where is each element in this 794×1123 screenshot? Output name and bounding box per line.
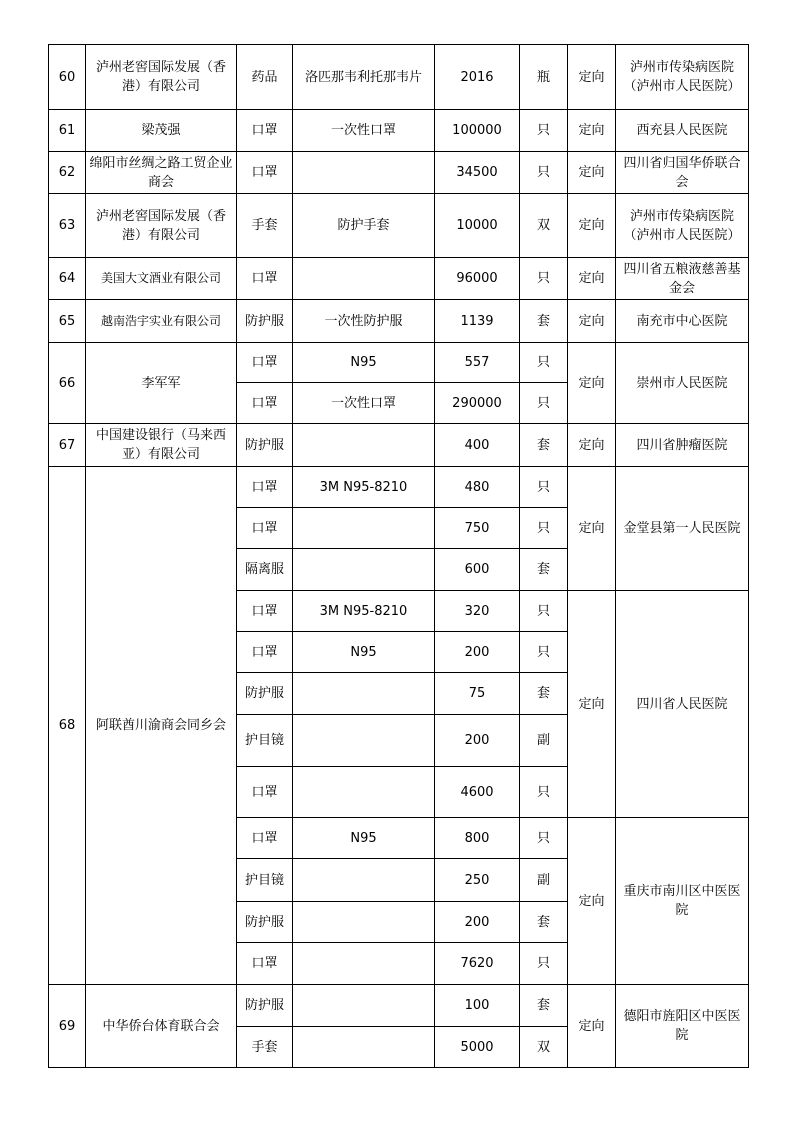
unit: 套 (520, 549, 568, 591)
quantity: 557 (435, 343, 520, 383)
donation-type: 定向 (568, 258, 616, 300)
donation-type: 定向 (568, 424, 616, 467)
item-spec (293, 258, 435, 300)
recipient: 重庆市南川区中医医院 (616, 818, 749, 985)
recipient: 西充县人民医院 (616, 110, 749, 152)
item-name: 防护服 (237, 673, 293, 715)
quantity: 400 (435, 424, 520, 467)
row-number: 63 (49, 194, 86, 258)
item-name: 隔离服 (237, 549, 293, 591)
row-number: 66 (49, 343, 86, 424)
quantity: 200 (435, 632, 520, 673)
recipient: 泸州市传染病医院（泸州市人民医院） (616, 45, 749, 110)
donation-table (48, 44, 749, 1068)
item-spec (293, 549, 435, 591)
item-name: 口罩 (237, 632, 293, 673)
donor-name: 阿联酋川渝商会同乡会 (86, 467, 237, 985)
table-row (49, 300, 749, 343)
donor-name: 美国大文酒业有限公司 (86, 258, 237, 300)
recipient: 南充市中心医院 (616, 300, 749, 343)
item-name: 手套 (237, 194, 293, 258)
item-spec (293, 152, 435, 194)
table-row (49, 343, 749, 383)
unit: 只 (520, 767, 568, 818)
unit: 只 (520, 818, 568, 859)
unit: 只 (520, 110, 568, 152)
recipient: 崇州市人民医院 (616, 343, 749, 424)
table-row (49, 258, 749, 300)
quantity: 290000 (435, 383, 520, 424)
donor-name: 中国建设银行（马来西亚）有限公司 (86, 424, 237, 467)
item-name: 口罩 (237, 343, 293, 383)
donor-name: 泸州老窖国际发展（香港）有限公司 (86, 194, 237, 258)
table-row (49, 194, 749, 258)
recipient: 泸州市传染病医院（泸州市人民医院） (616, 194, 749, 258)
unit: 双 (520, 1027, 568, 1068)
unit: 只 (520, 383, 568, 424)
item-name: 口罩 (237, 467, 293, 508)
item-name: 护目镜 (237, 859, 293, 902)
recipient: 金堂县第一人民医院 (616, 467, 749, 591)
quantity: 320 (435, 591, 520, 632)
item-spec (293, 424, 435, 467)
recipient: 德阳市旌阳区中医医院 (616, 985, 749, 1068)
table-row (49, 45, 749, 110)
item-spec (293, 673, 435, 715)
item-spec: 洛匹那韦利托那韦片 (293, 45, 435, 110)
table-row (49, 152, 749, 194)
donation-type: 定向 (568, 591, 616, 818)
item-spec: 一次性防护服 (293, 300, 435, 343)
item-name: 口罩 (237, 383, 293, 424)
row-number: 69 (49, 985, 86, 1068)
item-spec (293, 1027, 435, 1068)
quantity: 2016 (435, 45, 520, 110)
item-spec (293, 767, 435, 818)
table-row (49, 467, 749, 508)
quantity: 4600 (435, 767, 520, 818)
table-row (49, 985, 749, 1027)
row-number: 67 (49, 424, 86, 467)
unit: 瓶 (520, 45, 568, 110)
unit: 只 (520, 467, 568, 508)
quantity: 96000 (435, 258, 520, 300)
item-spec: 防护手套 (293, 194, 435, 258)
row-number: 62 (49, 152, 86, 194)
quantity: 34500 (435, 152, 520, 194)
donor-name: 李军军 (86, 343, 237, 424)
quantity: 200 (435, 902, 520, 943)
item-spec (293, 985, 435, 1027)
quantity: 100000 (435, 110, 520, 152)
item-name: 口罩 (237, 152, 293, 194)
unit: 副 (520, 859, 568, 902)
donor-name: 中华侨台体育联合会 (86, 985, 237, 1068)
donation-type: 定向 (568, 985, 616, 1068)
donation-type: 定向 (568, 818, 616, 985)
item-spec: 一次性口罩 (293, 110, 435, 152)
unit: 只 (520, 943, 568, 985)
item-name: 护目镜 (237, 715, 293, 767)
item-name: 药品 (237, 45, 293, 110)
table-row (49, 110, 749, 152)
unit: 只 (520, 632, 568, 673)
item-name: 口罩 (237, 943, 293, 985)
quantity: 750 (435, 508, 520, 549)
donor-name: 越南浩宇实业有限公司 (86, 300, 237, 343)
quantity: 480 (435, 467, 520, 508)
donor-name: 梁茂强 (86, 110, 237, 152)
item-spec: 3M N95-8210 (293, 591, 435, 632)
row-number: 61 (49, 110, 86, 152)
item-name: 口罩 (237, 508, 293, 549)
donation-type: 定向 (568, 110, 616, 152)
recipient: 四川省五粮液慈善基金会 (616, 258, 749, 300)
quantity: 100 (435, 985, 520, 1027)
item-spec (293, 902, 435, 943)
donor-name: 绵阳市丝绸之路工贸企业商会 (86, 152, 237, 194)
row-number: 60 (49, 45, 86, 110)
quantity: 10000 (435, 194, 520, 258)
unit: 只 (520, 508, 568, 549)
item-name: 手套 (237, 1027, 293, 1068)
donation-type: 定向 (568, 45, 616, 110)
quantity: 1139 (435, 300, 520, 343)
item-spec: N95 (293, 818, 435, 859)
item-name: 口罩 (237, 110, 293, 152)
quantity: 75 (435, 673, 520, 715)
item-spec (293, 943, 435, 985)
item-name: 防护服 (237, 902, 293, 943)
unit: 套 (520, 424, 568, 467)
item-name: 口罩 (237, 591, 293, 632)
row-number: 68 (49, 467, 86, 985)
table-row (49, 424, 749, 467)
unit: 只 (520, 152, 568, 194)
unit: 只 (520, 343, 568, 383)
donation-type: 定向 (568, 194, 616, 258)
item-spec: N95 (293, 632, 435, 673)
quantity: 250 (435, 859, 520, 902)
quantity: 600 (435, 549, 520, 591)
unit: 套 (520, 902, 568, 943)
recipient: 四川省归国华侨联合会 (616, 152, 749, 194)
item-spec (293, 508, 435, 549)
item-spec: 一次性口罩 (293, 383, 435, 424)
unit: 套 (520, 300, 568, 343)
donor-name: 泸州老窖国际发展（香港）有限公司 (86, 45, 237, 110)
donation-type: 定向 (568, 467, 616, 591)
row-number: 64 (49, 258, 86, 300)
donation-type: 定向 (568, 152, 616, 194)
quantity: 7620 (435, 943, 520, 985)
unit: 只 (520, 258, 568, 300)
item-spec (293, 715, 435, 767)
item-name: 防护服 (237, 300, 293, 343)
quantity: 5000 (435, 1027, 520, 1068)
donation-type: 定向 (568, 300, 616, 343)
item-name: 防护服 (237, 424, 293, 467)
item-name: 口罩 (237, 258, 293, 300)
recipient: 四川省肿瘤医院 (616, 424, 749, 467)
item-name: 口罩 (237, 767, 293, 818)
unit: 套 (520, 985, 568, 1027)
unit: 双 (520, 194, 568, 258)
item-name: 口罩 (237, 818, 293, 859)
unit: 套 (520, 673, 568, 715)
unit: 只 (520, 591, 568, 632)
item-spec (293, 859, 435, 902)
quantity: 200 (435, 715, 520, 767)
item-spec: 3M N95-8210 (293, 467, 435, 508)
item-spec: N95 (293, 343, 435, 383)
recipient: 四川省人民医院 (616, 591, 749, 818)
quantity: 800 (435, 818, 520, 859)
row-number: 65 (49, 300, 86, 343)
unit: 副 (520, 715, 568, 767)
item-name: 防护服 (237, 985, 293, 1027)
donation-type: 定向 (568, 343, 616, 424)
